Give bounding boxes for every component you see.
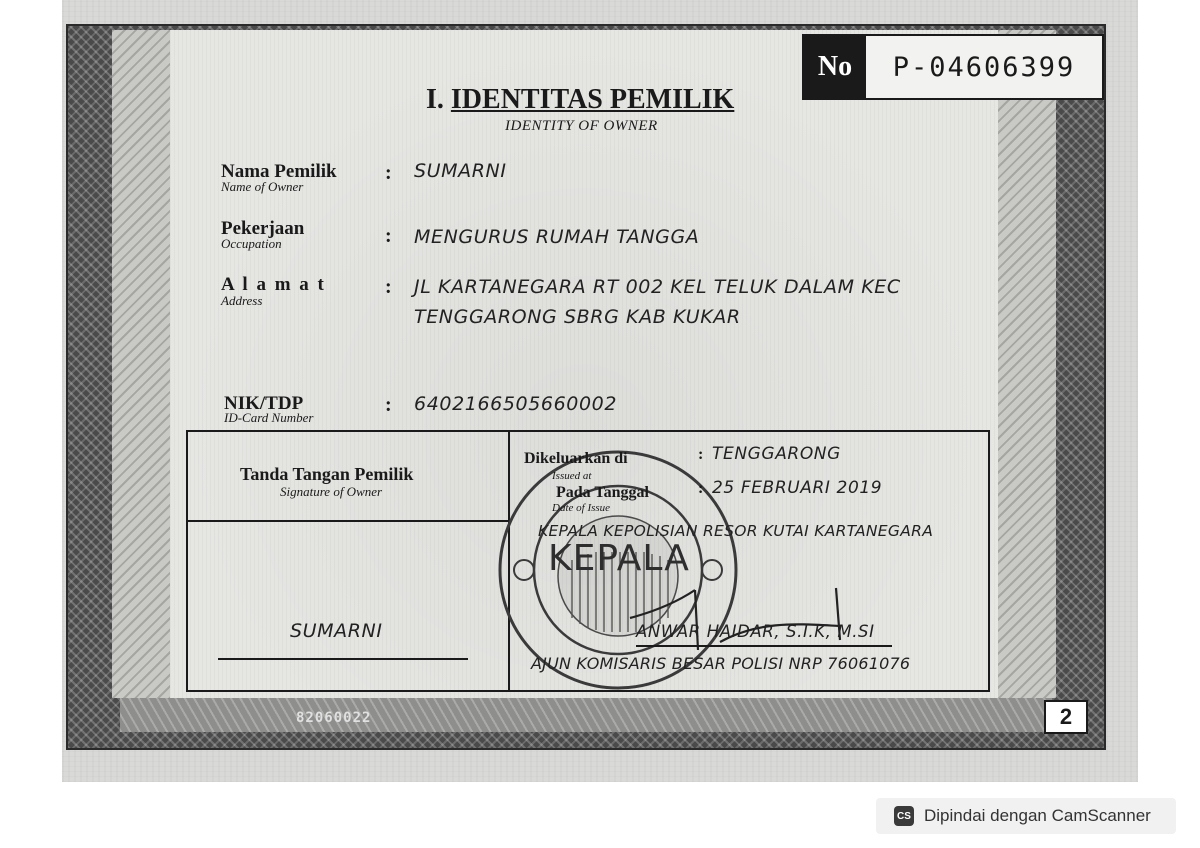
official-name-underline bbox=[636, 645, 892, 647]
nik-value: 6402166505660002 bbox=[414, 393, 618, 415]
nik-colon: : bbox=[385, 394, 392, 416]
owner-name-sublabel: Name of Owner bbox=[221, 179, 304, 194]
issue-date-value: 25 FEBRUARI 2019 bbox=[712, 478, 883, 498]
occupation-colon: : bbox=[385, 225, 392, 247]
issue-date-sublabel: Date of Issue bbox=[552, 502, 611, 514]
document-number-label: No bbox=[804, 36, 866, 98]
owner-signature-name: SUMARNI bbox=[290, 620, 383, 642]
address-value-line1: JL KARTANEGARA RT 002 KEL TELUK DALAM KEC bbox=[414, 276, 901, 298]
owner-signature-title: Tanda Tangan Pemilik bbox=[240, 464, 414, 484]
camscanner-watermark bbox=[876, 798, 1176, 834]
official-rank: AJUN KOMISARIS BESAR POLISI NRP 76061076 bbox=[531, 654, 911, 673]
owner-signature-line bbox=[218, 658, 468, 660]
occupation-value: MENGURUS RUMAH TANGGA bbox=[414, 226, 700, 248]
signature-divider-horizontal bbox=[188, 520, 510, 522]
page-number: 2 bbox=[1044, 700, 1088, 734]
serial-number: 82060022 bbox=[296, 710, 372, 726]
address-value-line2: TENGGARONG SBRG KAB KUKAR bbox=[414, 306, 741, 328]
nik-label: NIK/TDP bbox=[224, 393, 304, 414]
document-number-box bbox=[802, 34, 1104, 100]
address-sublabel: Address bbox=[221, 293, 263, 308]
section-title: IDENTITAS PEMILIK bbox=[450, 84, 735, 115]
owner-signature-subtitle: Signature of Owner bbox=[280, 484, 383, 499]
camscanner-label: Dipindai dengan CamScanner bbox=[924, 806, 1151, 825]
seal-star-left bbox=[514, 560, 534, 580]
official-title: KEPALA KEPOLISIAN RESOR KUTAI KARTANEGARA bbox=[538, 522, 934, 540]
page-subtitle: IDENTITY OF OWNER bbox=[505, 118, 658, 134]
nik-sublabel: ID-Card Number bbox=[224, 410, 314, 425]
address-label: A l a m a t bbox=[221, 274, 326, 295]
right-border-pattern bbox=[998, 30, 1056, 698]
address-colon: : bbox=[385, 276, 392, 298]
issued-at-label: Dikeluarkan di bbox=[524, 450, 628, 467]
seal-center-text: KEPALA bbox=[548, 538, 690, 579]
issued-at-colon: : bbox=[698, 446, 704, 463]
owner-name-colon: : bbox=[385, 162, 392, 184]
issued-at-value: TENGGARONG bbox=[712, 444, 841, 464]
issue-date-label: Pada Tanggal bbox=[556, 484, 649, 501]
left-border-pattern bbox=[112, 30, 170, 698]
occupation-label: Pekerjaan bbox=[221, 218, 305, 239]
occupation-sublabel: Occupation bbox=[221, 236, 282, 251]
section-number: I. bbox=[426, 84, 444, 115]
issue-date-colon: : bbox=[698, 480, 704, 497]
official-name: ANWAR HAIDAR, S.I.K, M.SI bbox=[636, 622, 875, 641]
owner-name-label: Nama Pemilik bbox=[221, 161, 337, 182]
seal-star-right bbox=[702, 560, 722, 580]
bottom-border-band bbox=[120, 698, 1052, 732]
official-signature bbox=[600, 580, 860, 660]
owner-name-value: SUMARNI bbox=[414, 160, 507, 182]
issued-at-sublabel: Issued at bbox=[552, 470, 592, 482]
camscanner-icon: CS bbox=[894, 806, 914, 826]
page-title bbox=[426, 84, 734, 116]
document-number-value: P-04606399 bbox=[866, 36, 1102, 98]
